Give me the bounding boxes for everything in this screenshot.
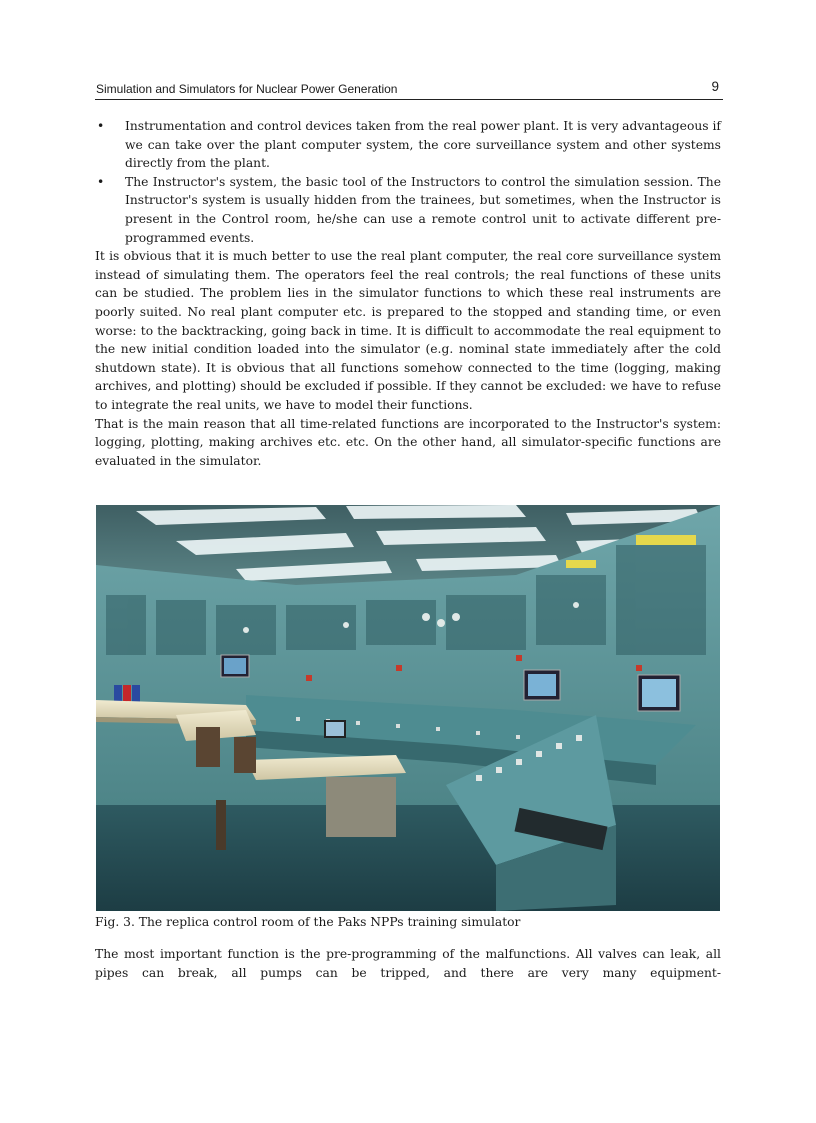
bullet-text: Instrumentation and control devices taken from the real power plant. It is very advantageous if we can take over the plant computer system, the core surveillance system and other systems directly from the plant. <box>125 119 721 171</box>
running-header-title: Simulation and Simulators for Nuclear Power Generation <box>96 82 398 96</box>
bullet-list <box>95 117 721 247</box>
figure-caption: Fig. 3. The replica control room of the Paks NPPs training simulator <box>95 915 521 929</box>
bullet-icon: • <box>97 119 105 133</box>
bullet-item <box>95 173 721 247</box>
closing-paragraph: The most important function is the pre-programming of the malfunctions. All valves can leak, all pipes can break, all pumps can be tripped, and there are very many equipment- <box>95 947 721 980</box>
control-room-photo <box>96 505 720 911</box>
bullet-text: The Instructor's system, the basic tool of the Instructors to control the simulation session. The Instructor's system is usually hidden from the trainees, but sometimes, when the Instructor is present in the Control room, he/she can use a remote control unit to activate different pre-programmed events. <box>125 174 721 245</box>
page-number: 9 <box>711 79 719 94</box>
control-room-illustration <box>96 505 720 911</box>
bullet-item <box>95 117 721 173</box>
paragraph: It is obvious that it is much better to use the real plant computer, the real core surveillance system instead of simulating them. The operators feel the real controls; the real functions of these units can be studied. The problem lies in the simulator functions to which these real instruments are poorly suited. No real plant computer etc. is prepared to the stopped and standing time, or even worse: to the backtracking, going back in time. It is difficult to accommodate the real equipment to the new initial condition loaded into the simulator (e.g. nominal state immediately after the cold shutdown state). It is obvious that all functions somehow connected to the time (logging, making archives, and plotting) should be excluded if possible. If they cannot be excluded: we have to refuse to integrate the real units, we have to model their functions. <box>95 249 721 412</box>
running-header <box>95 80 723 100</box>
body-text <box>95 117 721 470</box>
bullet-icon: • <box>97 174 105 189</box>
paragraph: That is the main reason that all time-related functions are incorporated to the Instructor's system: logging, plotting, making archives etc. etc. On the other hand, all simulator-specific functions are evaluated in the simulator. <box>95 416 721 468</box>
